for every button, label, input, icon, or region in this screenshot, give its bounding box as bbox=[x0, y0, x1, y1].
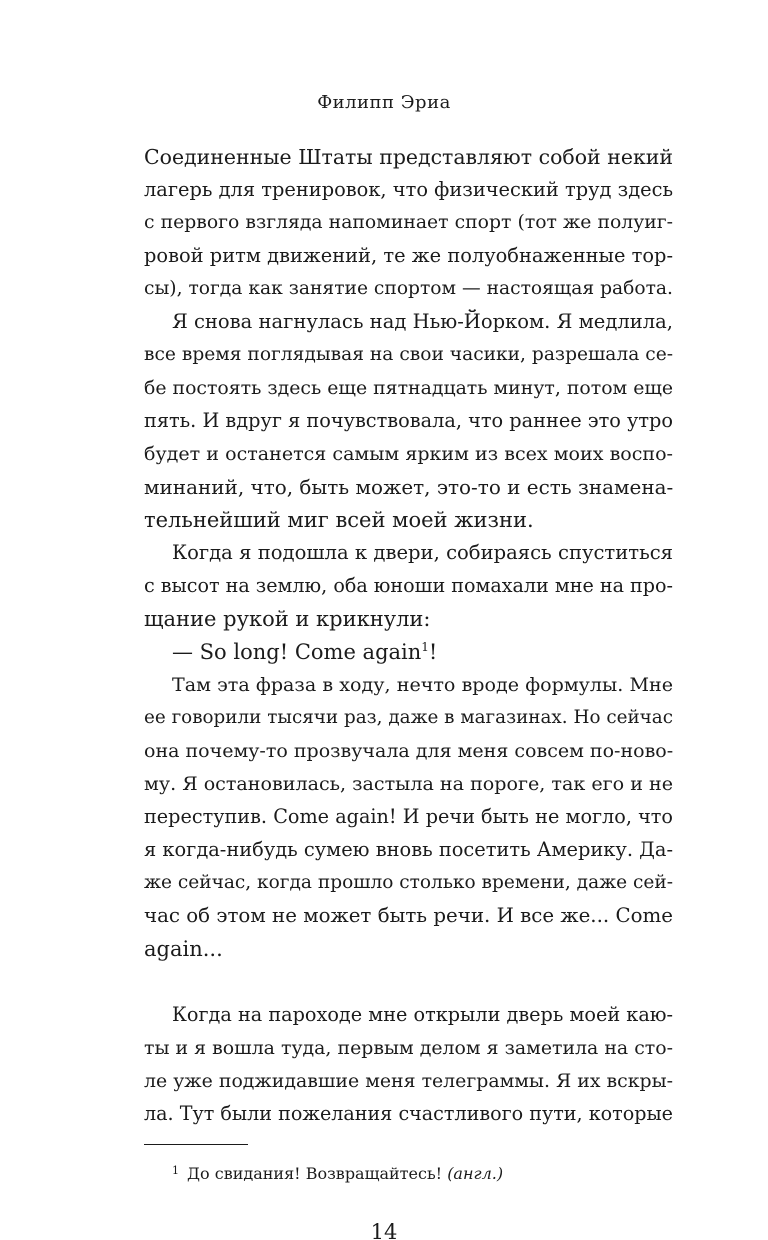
text-line: лагерь для тренировок, что физический труд здесь bbox=[144, 178, 673, 201]
page-number: 14 bbox=[370, 1220, 398, 1240]
text-line: му. Я остановилась, застыла на пороге, так его и не bbox=[144, 772, 673, 795]
footnote-reference[interactable]: 1 bbox=[421, 640, 429, 654]
footnote bbox=[172, 1160, 503, 1185]
text-line: щание рукой и крикнули: bbox=[144, 607, 431, 631]
text-line: Когда я подошла к двери, собираясь спуститься bbox=[172, 541, 673, 564]
text-line: минаний, что, быть может, это-то и есть знамена- bbox=[144, 475, 674, 499]
text-line: ле уже поджидавшие меня телеграммы. Я их вскры- bbox=[144, 1070, 673, 1092]
text-line: я когда-нибудь сумею вновь посетить Америку. Да- bbox=[144, 838, 673, 861]
text-line: час об этом не может быть речи. И все же... Come bbox=[144, 904, 673, 927]
text-line: ла. Тут были пожелания счастливого пути, которые bbox=[144, 1102, 673, 1125]
text-line: бе постоять здесь еще пятнадцать минут, потом еще bbox=[144, 377, 674, 399]
text-line-with-note bbox=[172, 638, 673, 666]
text-line: ты и я вошла туда, первым делом я заметила на сто- bbox=[144, 1037, 673, 1059]
text-line: Когда на пароходе мне открыли дверь моей каю- bbox=[172, 1003, 673, 1026]
text-line: Соединенные Штаты представляют собой некий bbox=[144, 145, 673, 169]
text-line: Там эта фраза в ходу, нечто вроде формулы. Мне bbox=[172, 673, 673, 696]
text-line: будет и останется самым ярким из всех моих воспо- bbox=[144, 443, 673, 465]
footnote-language: (англ.) bbox=[447, 1164, 504, 1183]
text-line: все время поглядывая на свои часики, разрешала се- bbox=[144, 344, 673, 365]
text-line: тельнейший миг всей моей жизни. bbox=[144, 508, 534, 532]
footnote-mark: 1 bbox=[172, 1164, 179, 1177]
text-line: сы), тогда как занятие спортом — настоящая работа. bbox=[144, 278, 673, 299]
text-line: с высот на землю, оба юноши помахали мне на про- bbox=[144, 574, 673, 597]
running-head: Филипп Эриа bbox=[317, 92, 451, 113]
exclamation: ! bbox=[428, 640, 438, 664]
text-line: пять. И вдруг я почувствовала, что раннее это утро bbox=[144, 409, 673, 432]
text-line: же сейчас, когда прошло столько времени, даже сей- bbox=[144, 872, 674, 893]
text-line: она почему-то прозвучала для меня совсем по-ново- bbox=[144, 740, 674, 762]
text-line: again... bbox=[144, 937, 223, 961]
text-line: Я снова нагнулась над Нью-Йорком. Я медлила, bbox=[172, 310, 673, 333]
text-line: ровой ритм движений, те же полуобнаженные тор- bbox=[144, 244, 673, 267]
footnote-text: До свидания! Возвращайтесь! bbox=[187, 1164, 443, 1183]
text-line: переступив. Come again! И речи быть не могло, что bbox=[144, 805, 673, 828]
footnote-divider bbox=[144, 1144, 248, 1145]
dialogue-text: — So long! Come again bbox=[172, 640, 422, 664]
text-line: ее говорили тысячи раз, даже в магазинах. Но сейчас bbox=[144, 707, 673, 728]
text-line: с первого взгляда напоминает спорт (тот же полуиг- bbox=[144, 212, 673, 233]
